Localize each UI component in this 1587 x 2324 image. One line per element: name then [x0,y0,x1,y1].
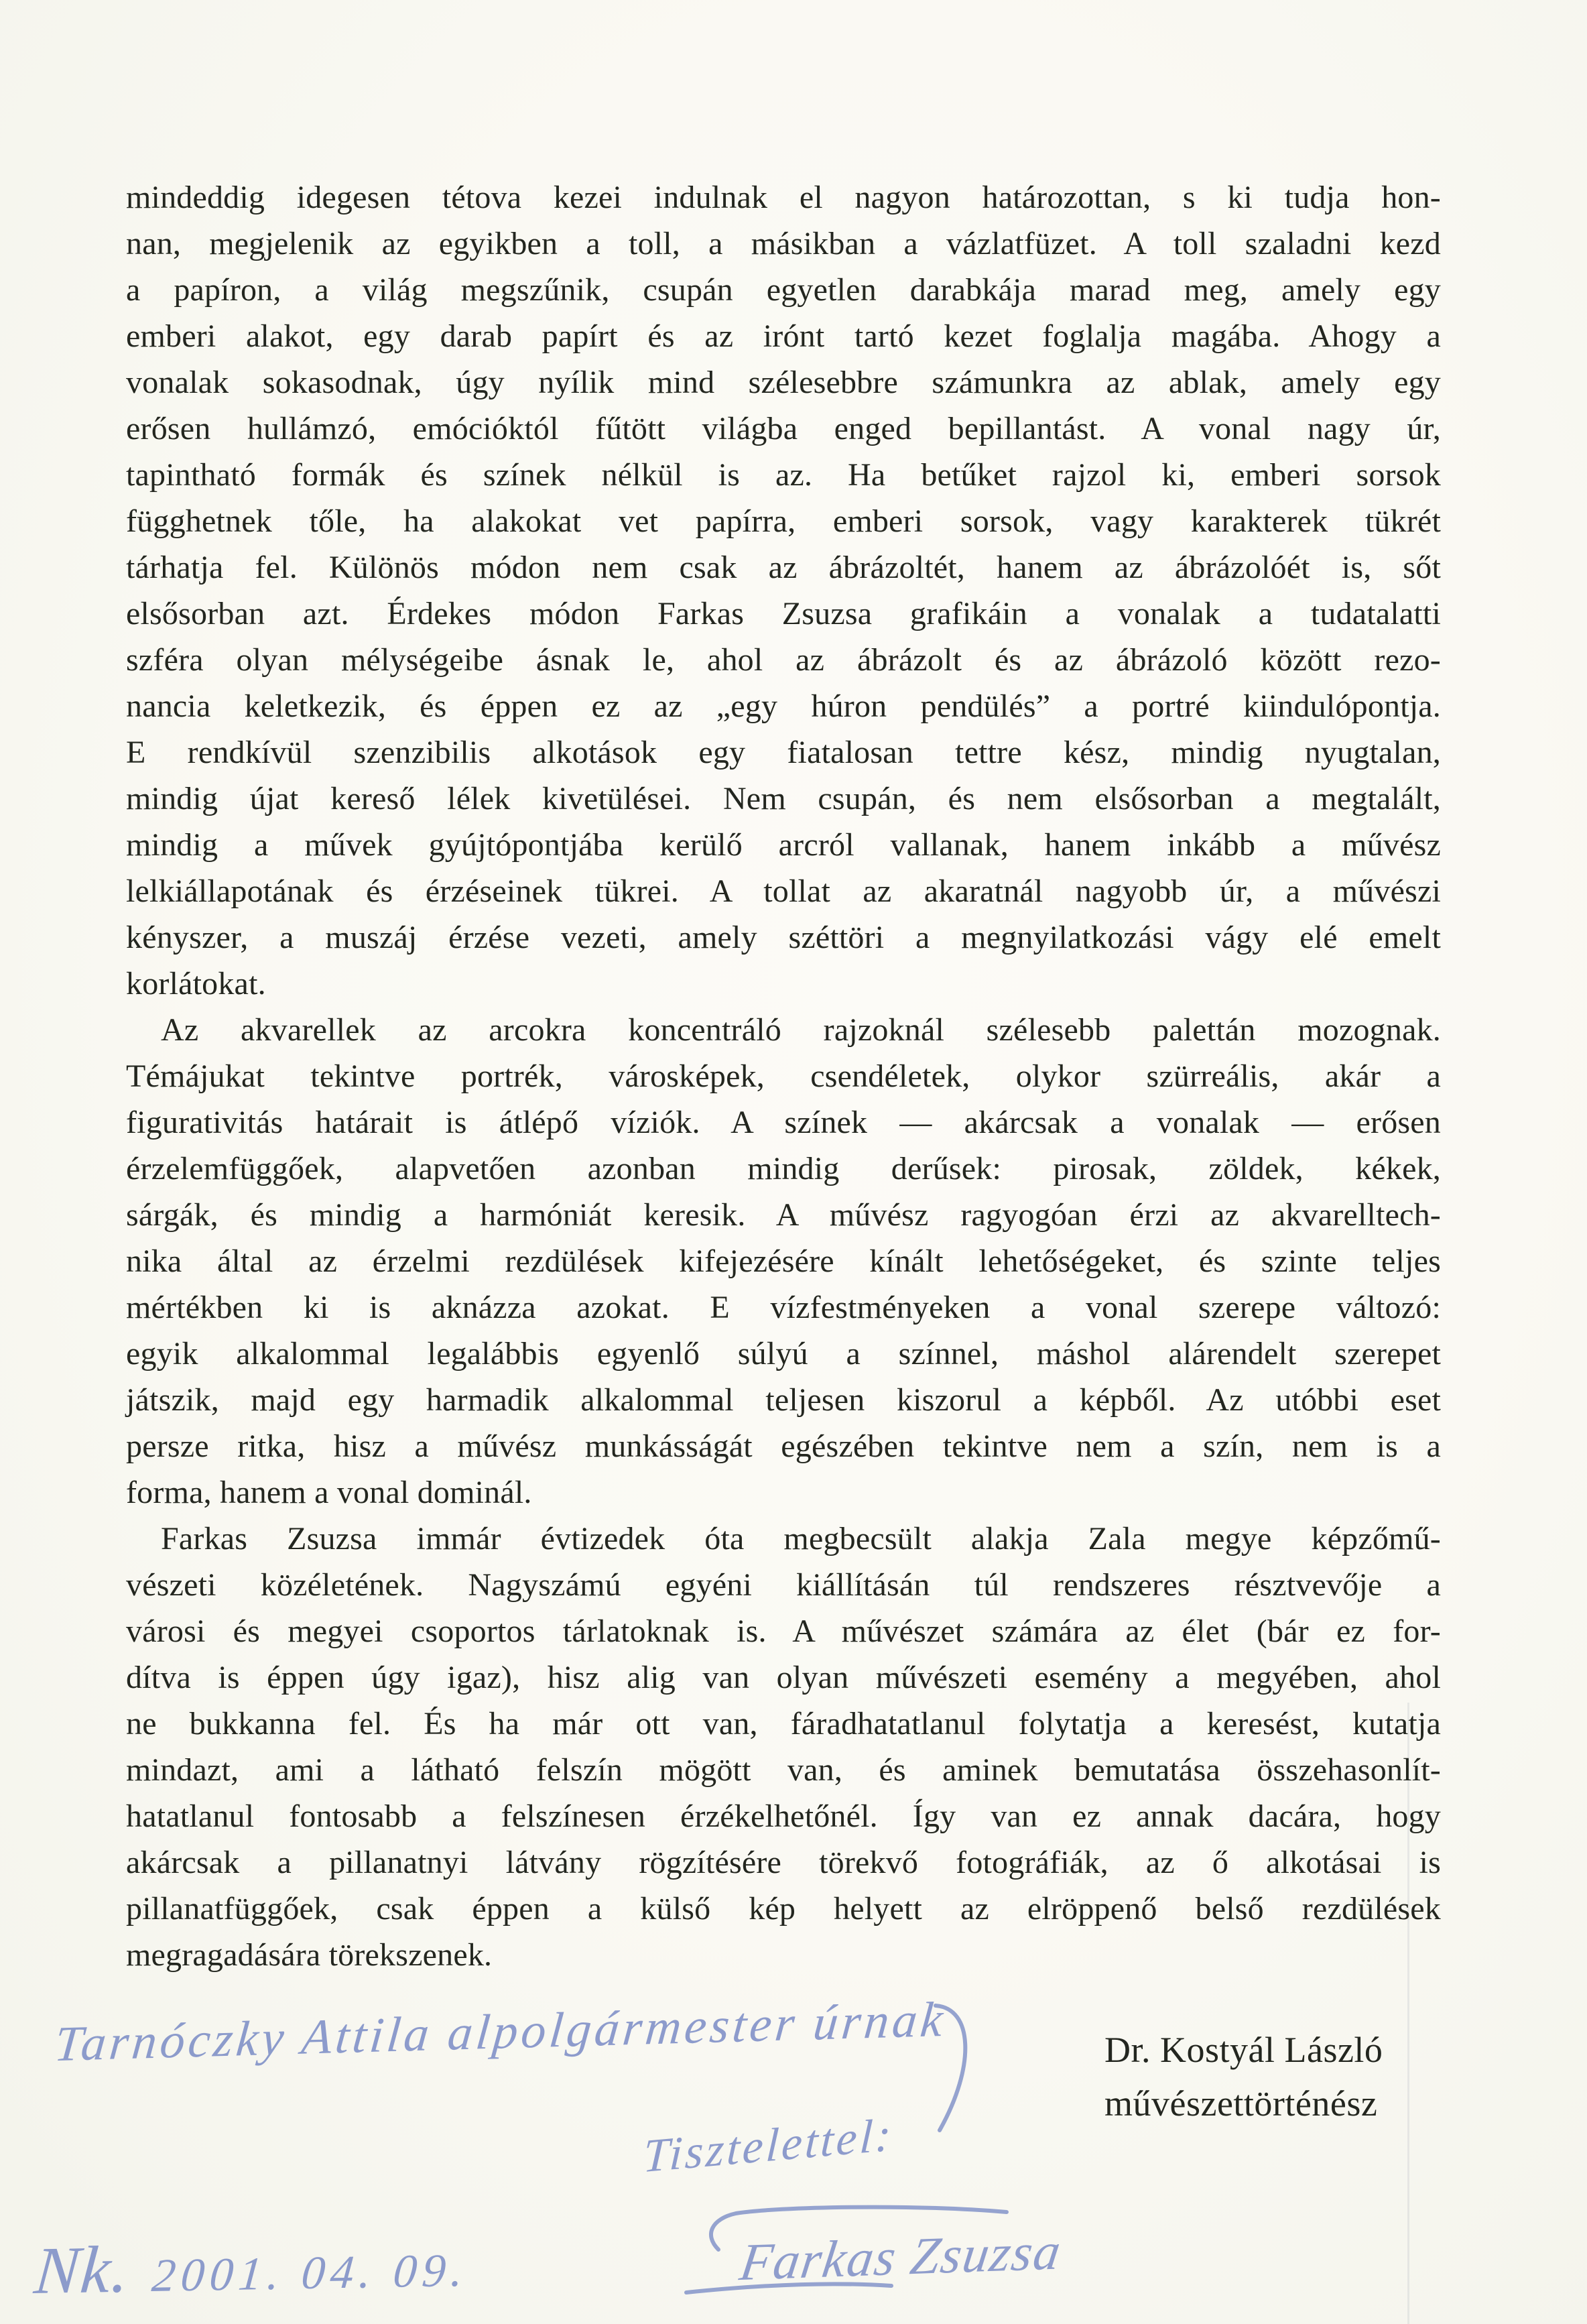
body-line: vonalak sokasodnak, úgy nyílik mind szélesebbre számunkra az ablak, amely egy [126,365,1441,400]
body-line: lelkiállapotának és érzéseinek tükrei. A tollat az akaratnál nagyobb úr, a művészi [126,873,1441,909]
body-line: kényszer, a muszáj érzése vezeti, amely széttöri a megnyilatkozási vágy elé emelt [126,920,1441,955]
body-line: E rendkívül szenzibilis alkotások egy fiatalosan tettre kész, mindig nyugtalan, [126,735,1441,770]
body-line: korlátokat. [126,966,266,1001]
handwritten-salutation: Tisztelettel: [641,2109,895,2183]
place-abbreviation: Nk. [31,2231,133,2309]
body-line: figurativitás határait is átlépő víziók. A színek — akárcsak a vonalak — erősen [126,1105,1441,1140]
body-line: emberi alakot, egy darab papírt és az irónt tartó kezet foglalja magába. Ahogy a [126,318,1441,354]
body-line: nan, megjelenik az egyikben a toll, a másikban a vázlatfüzet. A toll szaladni kezd [126,226,1441,261]
date-text: 2001. 04. 09. [149,2244,470,2303]
body-line: játszik, majd egy harmadik alkalommal teljesen kiszorul a képből. Az utóbbi eset [126,1382,1441,1418]
body-line: tárhatja fel. Különös módon nem csak az ábrázoltét, hanem az ábrázolóét is, sőt [126,550,1441,585]
body-line: mindeddig idegesen tétova kezei indulnak el nagyon határozottan, s ki tudja hon- [126,180,1441,215]
body-line: nancia keletkezik, és éppen ez az „egy húron pendülés” a portré kiindulópontja. [126,688,1441,724]
body-line: városi és megyei csoportos tárlatoknak is. A művészet számára az élet (bár ez for- [126,1613,1441,1649]
body-line: vészeti közéletének. Nagyszámú egyéni kiállításán túl rendszeres résztvevője a [126,1567,1441,1603]
body-line: tapintható formák és színek nélkül is az. Ha betűket rajzol ki, emberi sorsok [126,457,1441,493]
body-line: Farkas Zsuzsa immár évtizedek óta megbecsült alakja Zala megye képzőmű- [161,1521,1441,1556]
body-line: hatatlanul fontosabb a felszínesen érzékelhetőnél. Így van ez annak dacára, hogy [126,1798,1441,1834]
author-title: művészettörténész [1104,2083,1378,2124]
dedication-closing-flourish [936,2006,965,2130]
body-line: nika által az érzelmi rezdülések kifejezésére kínált lehetőségeket, és szinte teljes [126,1243,1441,1279]
body-line: mindazt, ami a látható felszín mögött van, és aminek bemutatása összehasonlít- [126,1752,1441,1788]
signature-top-flourish [711,2207,1007,2250]
body-line: ne bukkanna fel. És ha már ott van, fáradhatatlanul folytatja a keresést, kutatja [126,1706,1441,1741]
body-line: szféra olyan mélységeibe ásnak le, ahol az ábrázolt és az ábrázoló között rezo- [126,642,1441,678]
body-line: persze ritka, hisz a művész munkásságát egészében tekintve nem a szín, nem is a [126,1428,1441,1464]
body-line: sárgák, és mindig a harmóniát keresik. A művész ragyogóan érzi az akvarelltech- [126,1197,1441,1233]
body-line: mértékben ki is aknázza azokat. E vízfestményeken a vonal szerepe változó: [126,1290,1441,1325]
body-line: pillanatfüggőek, csak éppen a külső kép helyett az elröppenő belső rezdülések [126,1891,1441,1927]
body-line: erősen hullámzó, emócióktól fűtött világba enged bepillantást. A vonal nagy úr, [126,411,1441,446]
body-line: egyik alkalommal legalábbis egyenlő súlyú a színnel, máshol alárendelt szerepet [126,1336,1441,1371]
handwritten-dedication: Tarnóczky Attila alpolgármester úrnak [52,1992,949,2073]
body-line: Témájukat tekintve portrék, városképek, csendéletek, olykor szürreális, akár a [126,1058,1441,1094]
body-line: függhetnek tőle, ha alakokat vet papírra, emberi sorsok, vagy karakterek tükrét [126,503,1441,539]
body-line: elsősorban azt. Érdekes módon Farkas Zsuzsa grafikáin a vonalak a tudatalatti [126,596,1441,631]
body-line: a papíron, a világ megszűnik, csupán egyetlen darabkája marad meg, amely egy [126,272,1441,308]
signature-underline-flourish [686,2284,891,2292]
body-line: mindig újat kereső lélek kivetülései. Nem csupán, és nem elsősorban a megtalált, [126,781,1441,816]
artist-handwritten-signature: Farkas Zsuzsa [736,2221,1066,2292]
body-line: megragadására törekszenek. [126,1937,493,1973]
body-line: Az akvarellek az arcokra koncentráló rajzoknál szélesebb palettán mozognak. [161,1012,1441,1048]
body-line: forma, hanem a vonal dominál. [126,1475,532,1510]
body-line: akárcsak a pillanatnyi látvány rögzítésére törekvő fotográfiák, az ő alkotásai is [126,1845,1441,1880]
body-line: érzelemfüggőek, alapvetően azonban mindig derűsek: pirosak, zöldek, kékek, [126,1151,1441,1186]
author-name: Dr. Kostyál László [1104,2030,1383,2070]
body-line: mindig a művek gyújtópontjába kerülő arcról vallanak, hanem inkább a művész [126,827,1441,863]
body-line: dítva is éppen úgy igaz), hisz alig van olyan művészeti esemény a megyében, ahol [126,1660,1441,1695]
